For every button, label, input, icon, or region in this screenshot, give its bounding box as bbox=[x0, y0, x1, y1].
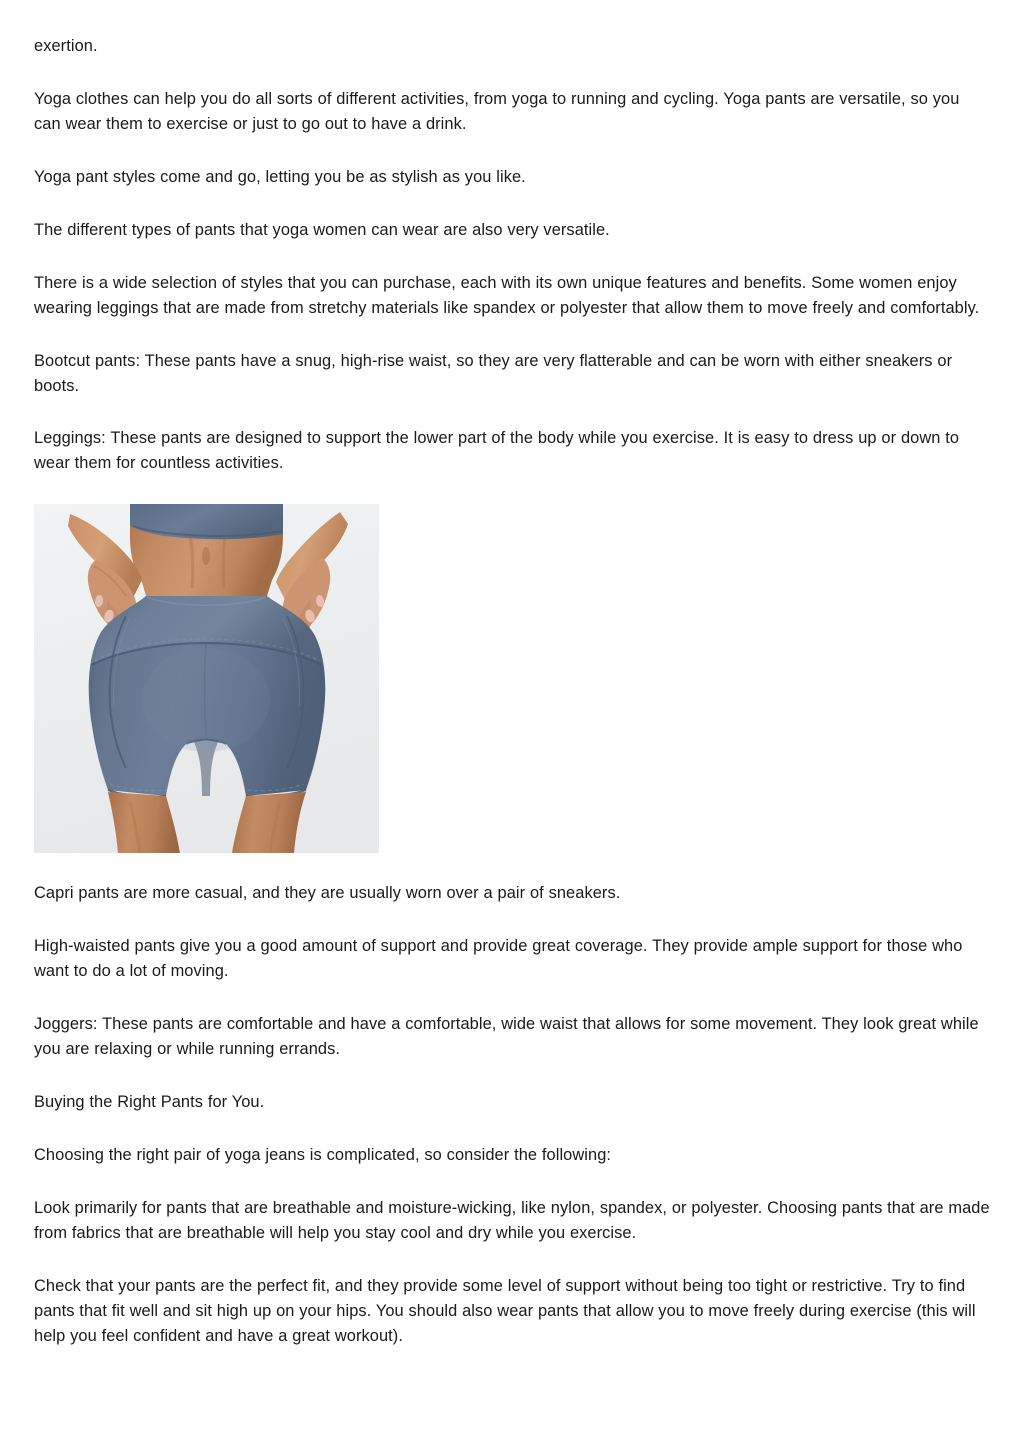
paragraph-joggers: Joggers: These pants are comfortable and have a comfortable, wide waist that allows for some movement. They look great while you are relaxing or while running errands. bbox=[34, 1015, 979, 1059]
page-bottom-spacer bbox=[34, 1377, 990, 1389]
paragraph-bootcut-pants: Bootcut pants: These pants have a snug, high-rise waist, so they are very flatterable and can be worn with either sneakers or boots. bbox=[34, 351, 953, 395]
figure-yoga-shorts bbox=[34, 504, 379, 853]
paragraph-yoga-pant-styles: Yoga pant styles come and go, letting you be as stylish as you like. bbox=[34, 167, 526, 186]
paragraph-look-for-breathable: Look primarily for pants that are breathable and moisture-wicking, like nylon, spandex, or polyester. Choosing pants that are made from fabrics that are breathable will help you stay cool and dry while you exercise. bbox=[34, 1198, 990, 1242]
paragraph-capri-pants: Capri pants are more casual, and they are usually worn over a pair of sneakers. bbox=[34, 884, 621, 903]
paragraph-check-perfect-fit: Check that your pants are the perfect fit, and they provide some level of support without being too tight or restrictive. Try to find pants that fit well and sit high up on your hips. You should also wear pants that allow you to move freely during exercise (this will help you feel confident and have a great workout). bbox=[34, 1276, 976, 1345]
paragraph-yoga-clothes-activities: Yoga clothes can help you do all sorts of different activities, from yoga to running and cycling. Yoga pants are versatile, so you can wear them to exercise or just to go out to have a drink. bbox=[34, 89, 960, 133]
yoga-shorts-photo bbox=[34, 504, 379, 853]
paragraph-exertion: exertion. bbox=[34, 37, 98, 55]
paragraph-wide-selection: There is a wide selection of styles that you can purchase, each with its own unique features and benefits. Some women enjoy wearing leggings that are made from stretchy materials like spandex or polyester that allow them to move freely and comfortably. bbox=[34, 273, 980, 317]
article-body bbox=[34, 34, 990, 1389]
paragraph-choosing-right-pair: Choosing the right pair of yoga jeans is complicated, so consider the following: bbox=[34, 1145, 612, 1164]
paragraph-buying-right-pants-heading: Buying the Right Pants for You. bbox=[34, 1093, 265, 1111]
paragraph-types-of-pants: The different types of pants that yoga women can wear are also very versatile. bbox=[34, 220, 610, 239]
paragraph-high-waisted-pants: High-waisted pants give you a good amount of support and provide great coverage. They provide ample support for those who want to do a lot of moving. bbox=[34, 937, 963, 981]
paragraph-leggings: Leggings: These pants are designed to support the lower part of the body while you exercise. It is easy to dress up or down to wear them for countless activities. bbox=[34, 429, 960, 473]
